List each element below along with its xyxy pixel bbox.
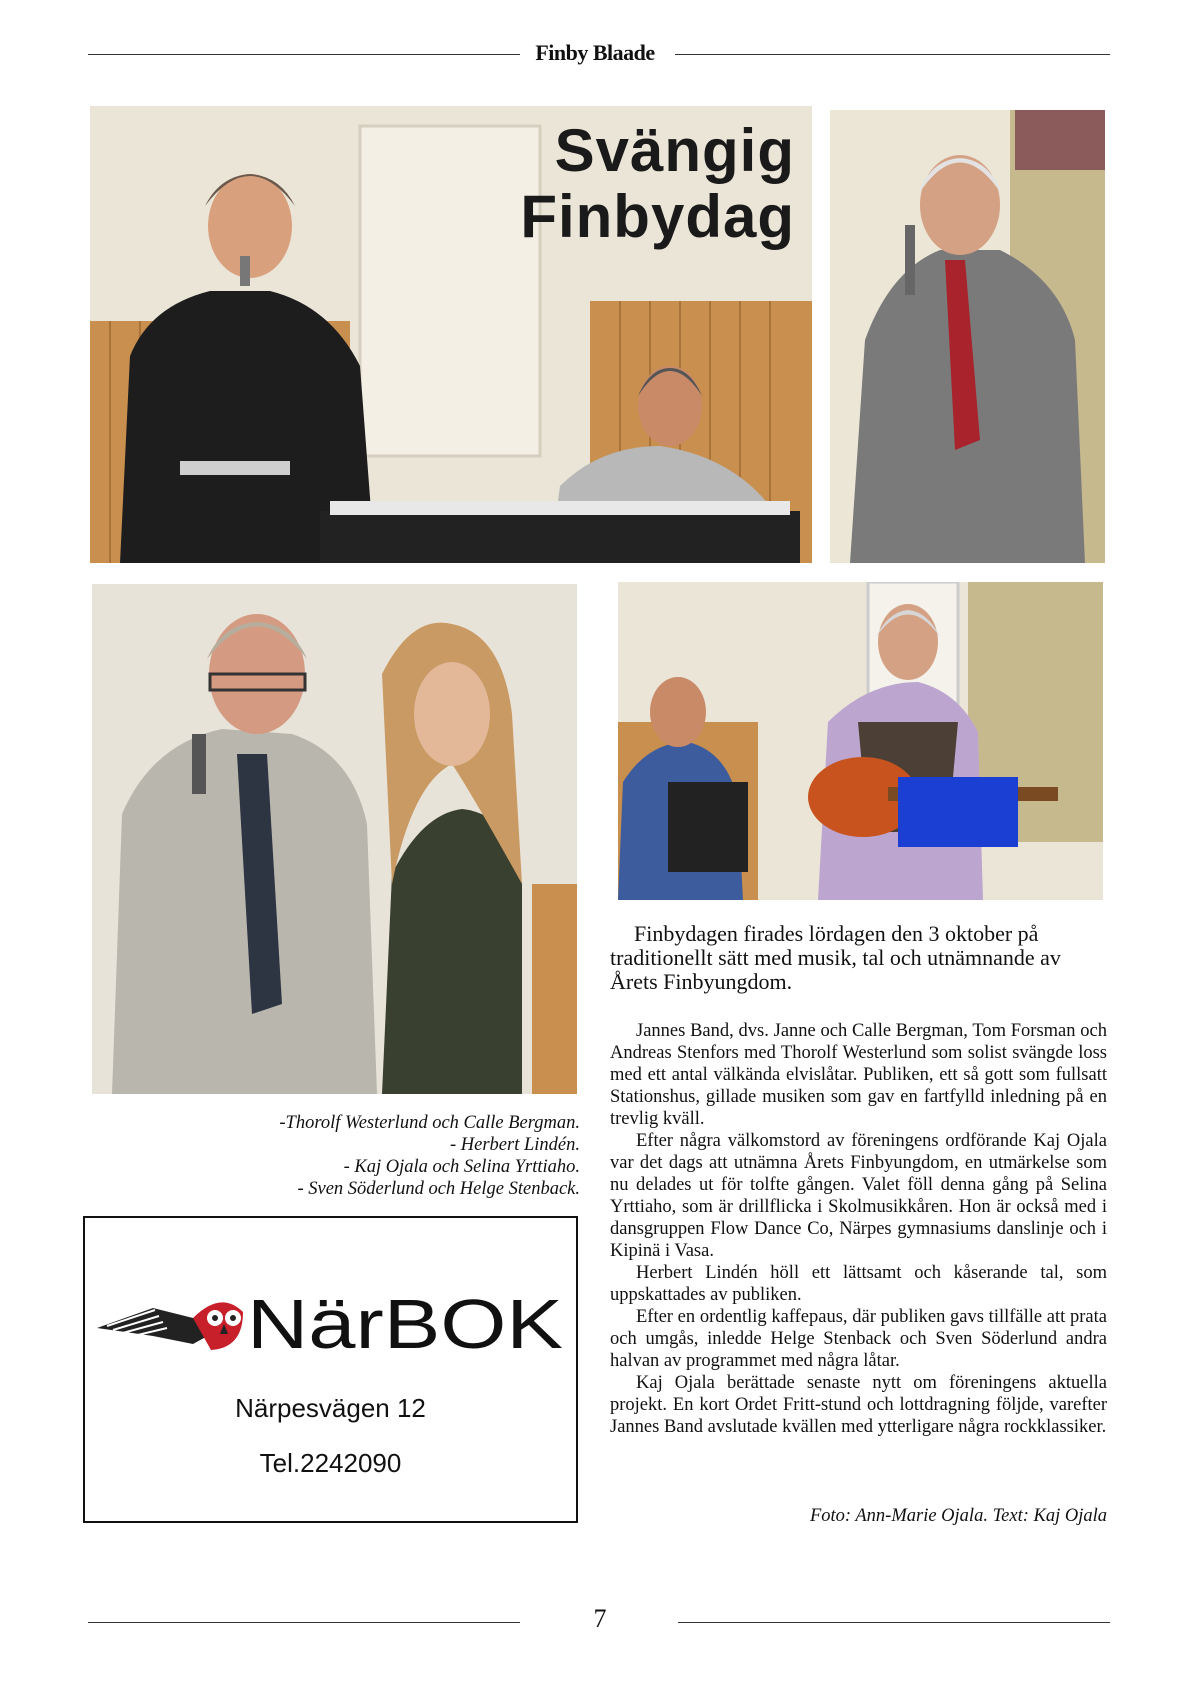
article-lead: Finbydagen firades lördagen den 3 oktober på traditionellt sätt med musik, tal och utnämnande av Årets Finbyungdom. <box>610 921 1061 994</box>
photo-musicians <box>618 582 1103 900</box>
header-rule-right <box>675 54 1110 55</box>
header-rule-left <box>88 54 520 55</box>
photo-captions <box>180 1112 580 1200</box>
caption-2: - Herbert Lindén. <box>450 1135 580 1155</box>
caption-4: - Sven Söderlund och Helge Stenback. <box>297 1179 580 1199</box>
article-paragraph-2: Efter några välkomstord av föreningens ordförande Kaj Ojala var det dags att utnämna Årets Finbyungdom, en utmärkelse som nu delades ut för tolfte gången. Valet föll denna gång på Selina Yrttiaho, som är drillflicka i Skolmusikkåren. Hon är också med i dansgruppen Flow Dance Co, Närpes gymnasiums danslinje och i Kipinä i Vasa. <box>610 1131 1107 1261</box>
article-body <box>610 1020 1107 1438</box>
owl-icon <box>193 1302 243 1350</box>
article-paragraph-4: Efter en ordentlig kaffepaus, där publiken gavs tillfälle att prata och umgås, inledde Helge Stenback och Sven Söderlund andra halvan av programmet med några låtar. <box>610 1307 1107 1371</box>
article-headline <box>470 118 795 250</box>
caption-1: -Thorolf Westerlund och Calle Bergman. <box>279 1113 580 1133</box>
ad-address: Närpesvägen 12 <box>235 1393 426 1423</box>
advertisement-narbok <box>83 1216 578 1523</box>
ad-phone: Tel.2242090 <box>259 1448 402 1478</box>
article-paragraph-3: Herbert Lindén höll ett lättsamt och kåserande tal, som uppskattades av publiken. <box>610 1263 1107 1305</box>
footer-rule-left <box>88 1622 520 1623</box>
photo-text-credit: Foto: Ann-Marie Ojala. Text: Kaj Ojala <box>809 1506 1107 1526</box>
photo-chairman-and-youth <box>92 584 577 1094</box>
narbok-logo-text: NärBOK <box>247 1285 563 1363</box>
footer-rule-right <box>678 1622 1110 1623</box>
caption-3: - Kaj Ojala och Selina Yrttiaho. <box>343 1157 580 1177</box>
photo-speaker <box>830 110 1105 563</box>
narbok-logo <box>93 1278 573 1368</box>
publication-title: Finby Blaade <box>535 40 655 65</box>
headline-line-1: Svängig <box>554 117 795 184</box>
article-paragraph-5: Kaj Ojala berättade senaste nytt om föreningens aktuella projekt. En kort Ordet Fritt-stund och lottdragning följde, varefter Jannes Band avslutade kvällen med ytterligare några rockklassiker. <box>610 1373 1107 1437</box>
book-icon <box>97 1308 213 1344</box>
article-paragraph-1: Jannes Band, dvs. Janne och Calle Bergman, Tom Forsman och Andreas Stenfors med Thorolf Westerlund som solist svängde loss med ett antal välkända elvislåtar. Publiken, ett så gott som fullsatt Stationshus, gillade musiken som gav en fartfylld inledning på en trevlig kväll. <box>610 1021 1107 1129</box>
headline-line-2: Finbydag <box>520 183 795 250</box>
page-number: 7 <box>593 1604 607 1633</box>
